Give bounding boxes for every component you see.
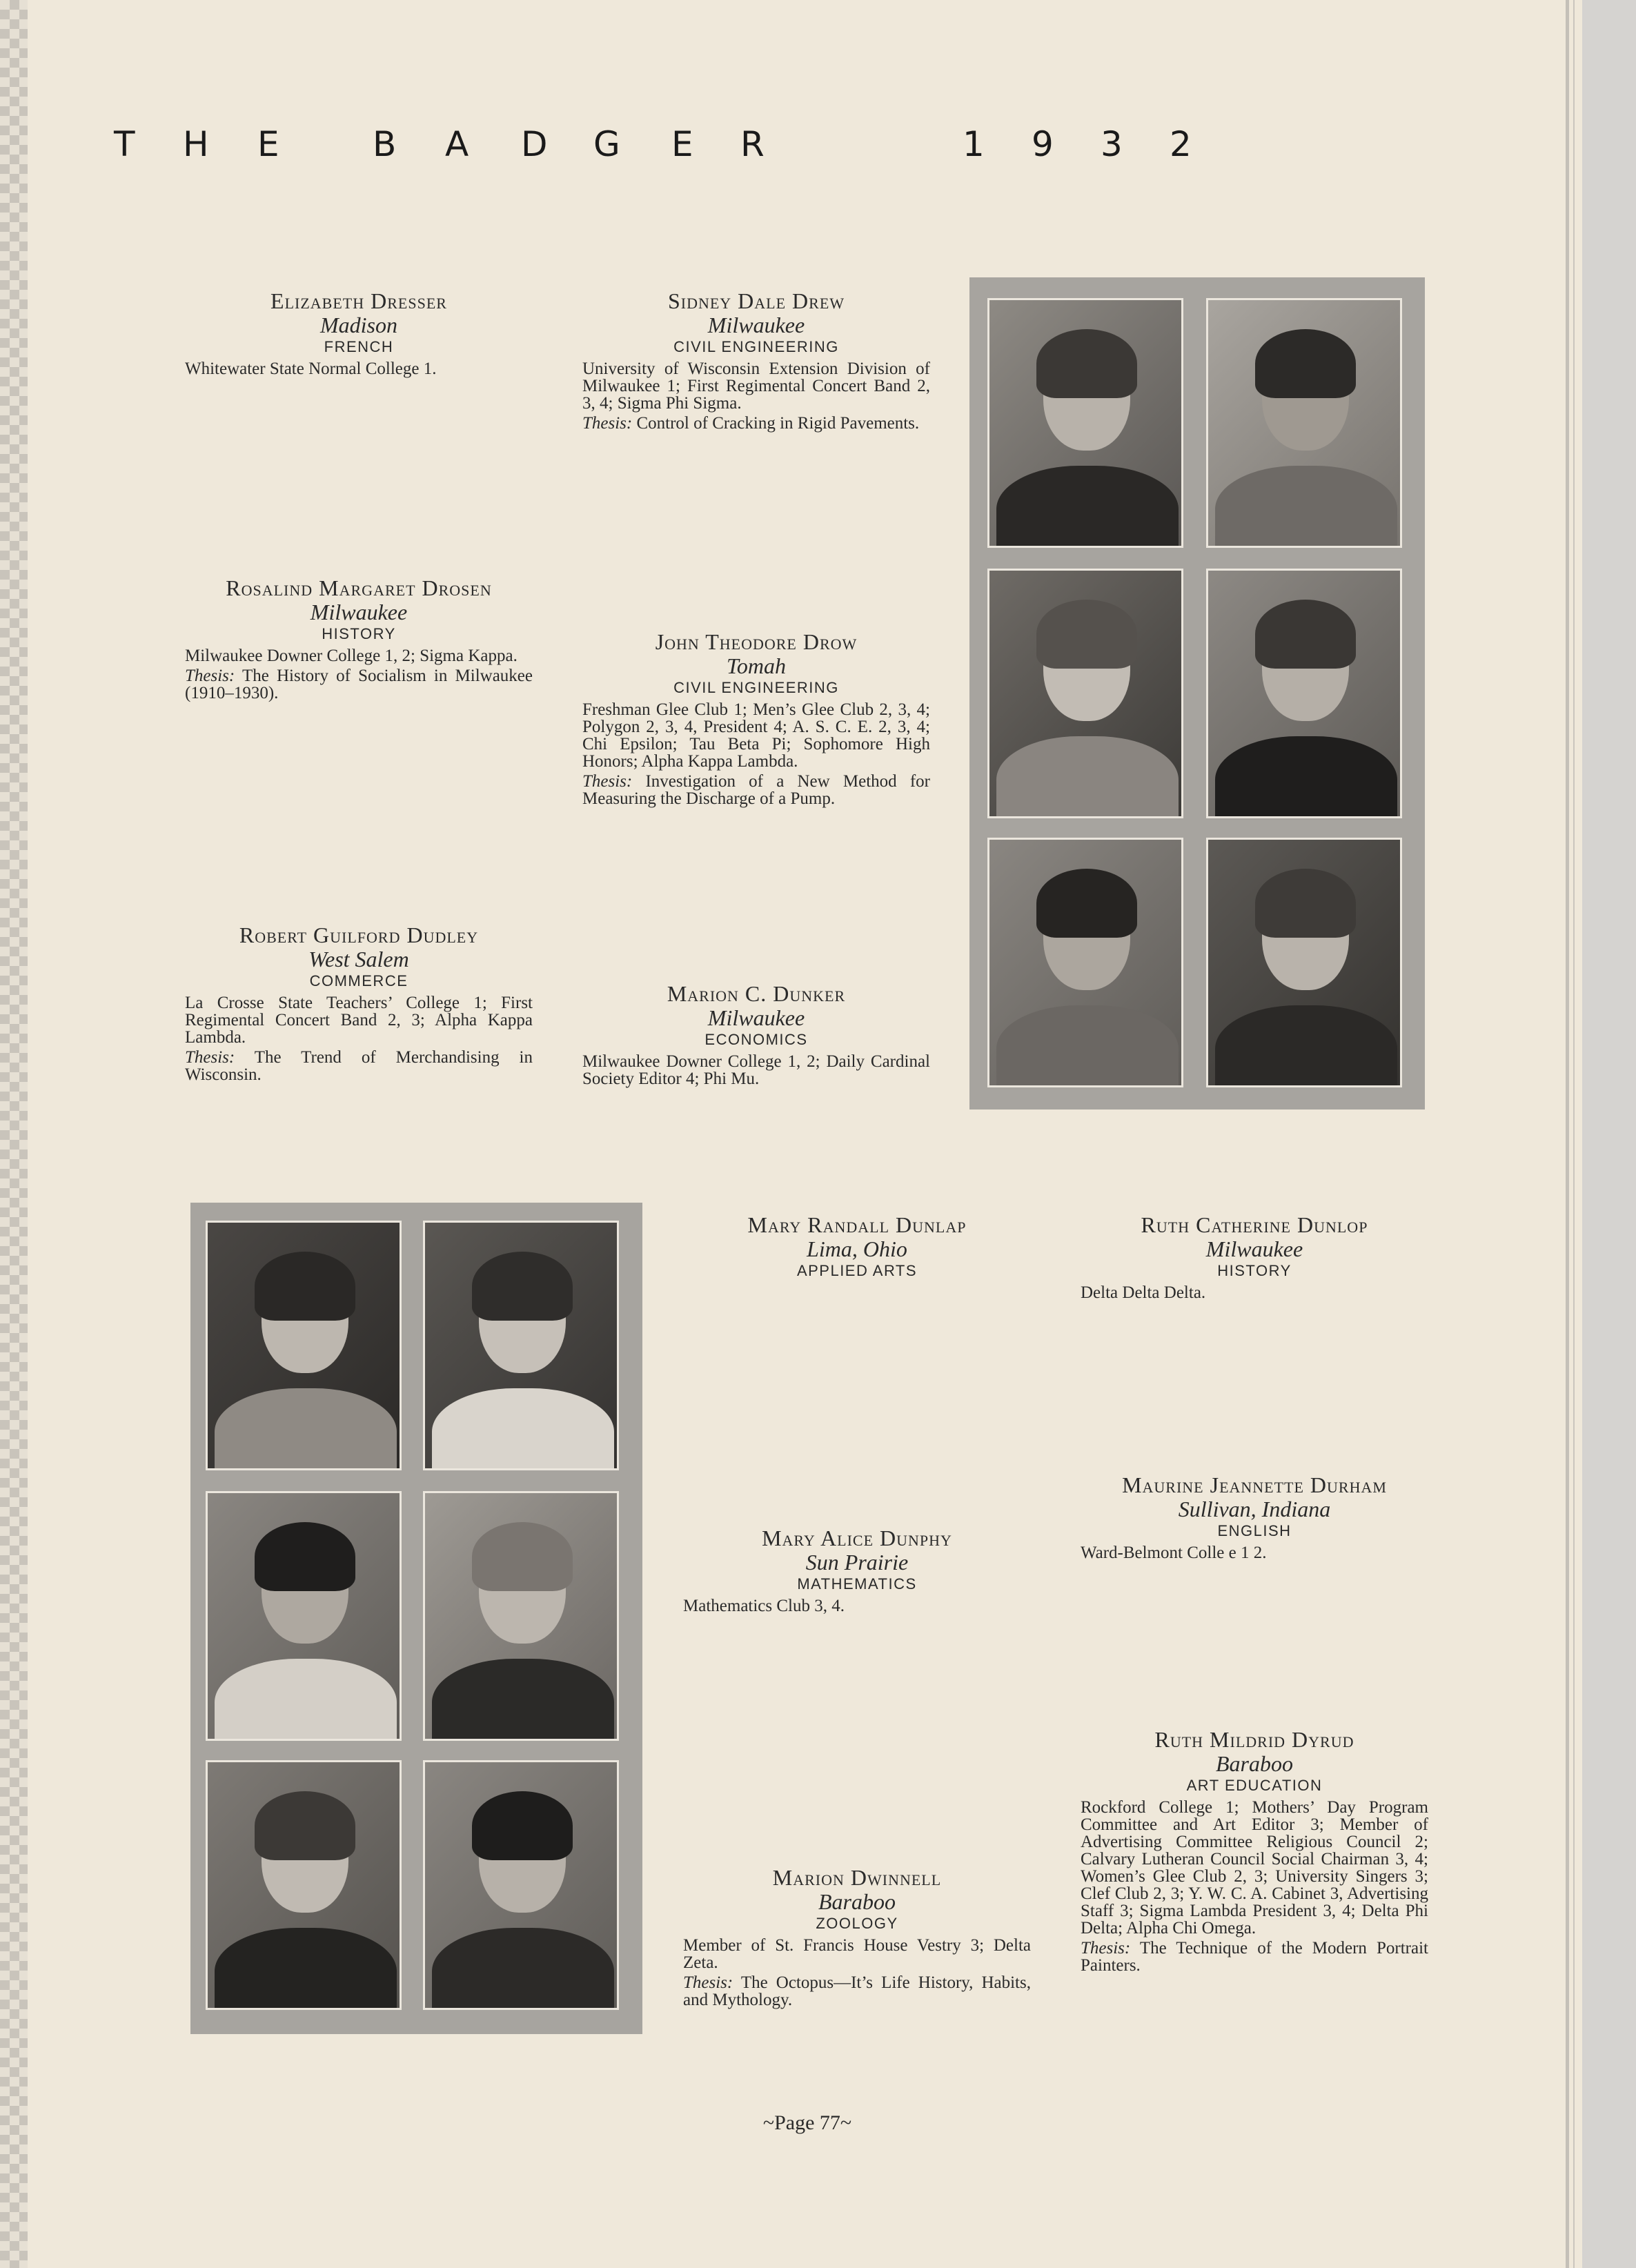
student-activities: Rockford College 1; Mothers’ Day Program Committee and Art Editor 3; Member of Advertising Committee Religious Council 2; Calvary Lutheran Council Social Chairman 3, 4; Women’s Glee Club 2, 3; University Singers 3; Clef Club 2, 3; Y. W. C. A. Cabinet 3, Advertising Staff 3; Sigma Lambda President 3, 4; Delta Phi Delta; Alpha Chi Omega. bbox=[1081, 1798, 1428, 1937]
right-margin-band bbox=[1582, 0, 1636, 2268]
thesis-title: The Trend of Merchandising in Wisconsin. bbox=[185, 1048, 533, 1084]
student-major: ECONOMICS bbox=[704, 1031, 808, 1048]
student-major: MATHEMATICS bbox=[797, 1575, 917, 1592]
student-entry bbox=[683, 1865, 1031, 2009]
student-name: Ruth Catherine Dunlop bbox=[1141, 1212, 1368, 1237]
student-portrait-photo bbox=[206, 1221, 402, 1470]
student-portrait-photo bbox=[423, 1221, 619, 1470]
header-letter: E bbox=[257, 124, 279, 164]
student-entry bbox=[582, 288, 930, 432]
student-hometown: Milwaukee bbox=[707, 1005, 805, 1030]
header-letter: D bbox=[521, 124, 548, 164]
student-portrait-photo bbox=[423, 1760, 619, 2010]
thesis-label: Thesis: bbox=[582, 414, 633, 433]
student-major: CIVIL ENGINEERING bbox=[673, 338, 839, 355]
student-entry bbox=[185, 923, 533, 1083]
student-name: Sidney Dale Drew bbox=[667, 288, 845, 313]
student-activities: La Crosse State Teachers’ College 1; First Regimental Concert Band 2, 3; Alpha Kappa Lambda. bbox=[185, 994, 533, 1047]
header-year-digit: 1 bbox=[963, 124, 985, 164]
student-name: Mary Randall Dunlap bbox=[747, 1212, 967, 1237]
student-entry bbox=[1081, 1727, 1428, 1974]
student-name: Mary Alice Dunphy bbox=[762, 1526, 952, 1550]
student-hometown: Baraboo bbox=[1216, 1751, 1293, 1776]
thesis-title: The Octopus—It’s Life History, Habits, and Mythology. bbox=[683, 1973, 1031, 2009]
student-entry bbox=[1081, 1212, 1428, 1301]
thesis-label: Thesis: bbox=[1081, 1939, 1131, 1958]
right-rule bbox=[1566, 0, 1569, 2268]
thesis-label: Thesis: bbox=[582, 772, 633, 791]
student-activities: Milwaukee Downer College 1, 2; Sigma Kappa. bbox=[185, 647, 518, 665]
student-major: APPLIED ARTS bbox=[796, 1262, 918, 1279]
student-thesis bbox=[683, 1974, 1031, 2009]
student-activities: University of Wisconsin Extension Division of Milwaukee 1; First Regimental Concert Band 2, 3, 4; Sigma Phi Sigma. bbox=[582, 359, 930, 413]
student-name: John Theodore Drow bbox=[655, 629, 858, 654]
header-year-digit: 9 bbox=[1032, 124, 1054, 164]
header-year-digit: 2 bbox=[1170, 124, 1192, 164]
student-portrait-photo bbox=[1206, 838, 1402, 1087]
student-name: Robert Guilford Dudley bbox=[239, 923, 479, 947]
student-entry bbox=[582, 981, 930, 1087]
thesis-title: The Technique of the Modern Portrait Painters. bbox=[1081, 1939, 1428, 1975]
student-portrait-photo bbox=[206, 1491, 402, 1741]
student-hometown: Milwaukee bbox=[707, 313, 805, 337]
student-portrait-photo bbox=[987, 569, 1183, 818]
student-hometown: West Salem bbox=[308, 947, 409, 972]
student-major: CIVIL ENGINEERING bbox=[673, 679, 839, 696]
student-hometown: Sun Prairie bbox=[805, 1550, 909, 1575]
student-name: Maurine Jeannette Durham bbox=[1122, 1472, 1387, 1497]
student-thesis bbox=[185, 667, 533, 702]
student-major: ENGLISH bbox=[1217, 1522, 1292, 1539]
student-hometown: Madison bbox=[320, 313, 397, 337]
student-major: HISTORY bbox=[322, 625, 396, 642]
thesis-label: Thesis: bbox=[683, 1973, 733, 1992]
student-activities: Delta Delta Delta. bbox=[1081, 1283, 1206, 1302]
student-major: HISTORY bbox=[1217, 1262, 1292, 1279]
thesis-label: Thesis: bbox=[185, 1048, 235, 1067]
student-entry bbox=[582, 629, 930, 807]
student-thesis bbox=[185, 1049, 533, 1083]
student-activities: Milwaukee Downer College 1, 2; Daily Cardinal Society Editor 4; Phi Mu. bbox=[582, 1052, 930, 1088]
left-diamond-border bbox=[0, 0, 28, 2268]
header-letter: A bbox=[445, 124, 469, 164]
student-major: ZOOLOGY bbox=[816, 1915, 898, 1932]
student-hometown: Tomah bbox=[727, 653, 786, 678]
student-thesis bbox=[582, 415, 930, 432]
photo-block-top bbox=[969, 277, 1425, 1110]
student-name: Ruth Mildrid Dyrud bbox=[1154, 1727, 1354, 1752]
thesis-title: Investigation of a New Method for Measuring the Discharge of a Pump. bbox=[582, 772, 931, 808]
header-year-digit: 3 bbox=[1101, 124, 1123, 164]
thesis-label: Thesis: bbox=[185, 667, 235, 685]
student-activities: Whitewater State Normal College 1. bbox=[185, 359, 437, 378]
student-activities: Mathematics Club 3, 4. bbox=[683, 1597, 845, 1615]
student-activities: Ward-Belmont Colle e 1 2. bbox=[1081, 1544, 1267, 1562]
student-name: Marion Dwinnell bbox=[772, 1865, 942, 1890]
student-hometown: Milwaukee bbox=[310, 600, 408, 624]
student-entry bbox=[683, 1212, 1031, 1281]
student-portrait-photo bbox=[1206, 298, 1402, 548]
photo-block-bottom bbox=[190, 1203, 642, 2034]
student-entry bbox=[1081, 1472, 1428, 1561]
student-name: Elizabeth Dresser bbox=[270, 288, 447, 313]
student-major: ART EDUCATION bbox=[1186, 1777, 1323, 1794]
student-entry bbox=[683, 1526, 1031, 1615]
student-activities: Member of St. Francis House Vestry 3; Delta Zeta. bbox=[683, 1936, 1031, 1972]
student-hometown: Sullivan, Indiana bbox=[1178, 1497, 1331, 1521]
student-hometown: Baraboo bbox=[818, 1889, 896, 1914]
header-letter: E bbox=[671, 124, 693, 164]
student-entry bbox=[185, 575, 533, 702]
student-thesis bbox=[1081, 1940, 1428, 1974]
student-hometown: Lima, Ohio bbox=[807, 1236, 907, 1261]
header-letter: R bbox=[740, 124, 765, 164]
student-portrait-photo bbox=[987, 298, 1183, 548]
header-letter: T bbox=[114, 124, 135, 164]
student-activities: Freshman Glee Club 1; Men’s Glee Club 2, 3, 4; Polygon 2, 3, 4, President 4; A. S. C. E. 2, 3, 4; Chi Epsilon; Tau Beta Pi; Sophomore High Honors; Alpha Kappa Lambda. bbox=[582, 700, 930, 771]
student-entry bbox=[185, 288, 533, 377]
student-portrait-photo bbox=[423, 1491, 619, 1741]
student-name: Marion C. Dunker bbox=[667, 981, 846, 1006]
student-name: Rosalind Margaret Drosen bbox=[226, 575, 492, 600]
thesis-title: The History of Socialism in Milwaukee (1910–1930). bbox=[185, 667, 533, 702]
student-thesis bbox=[582, 773, 930, 807]
student-major: FRENCH bbox=[324, 338, 394, 355]
student-major: COMMERCE bbox=[309, 972, 408, 989]
header-letter: G bbox=[593, 124, 620, 164]
student-hometown: Milwaukee bbox=[1205, 1236, 1303, 1261]
right-rule-thin bbox=[1573, 0, 1575, 2268]
page-number: ~Page 77~ bbox=[762, 2111, 852, 2134]
thesis-title: Control of Cracking in Rigid Pavements. bbox=[636, 414, 920, 433]
student-portrait-photo bbox=[987, 838, 1183, 1087]
student-portrait-photo bbox=[206, 1760, 402, 2010]
header-letter: H bbox=[183, 124, 209, 164]
header-letter: B bbox=[373, 124, 397, 164]
student-portrait-photo bbox=[1206, 569, 1402, 818]
